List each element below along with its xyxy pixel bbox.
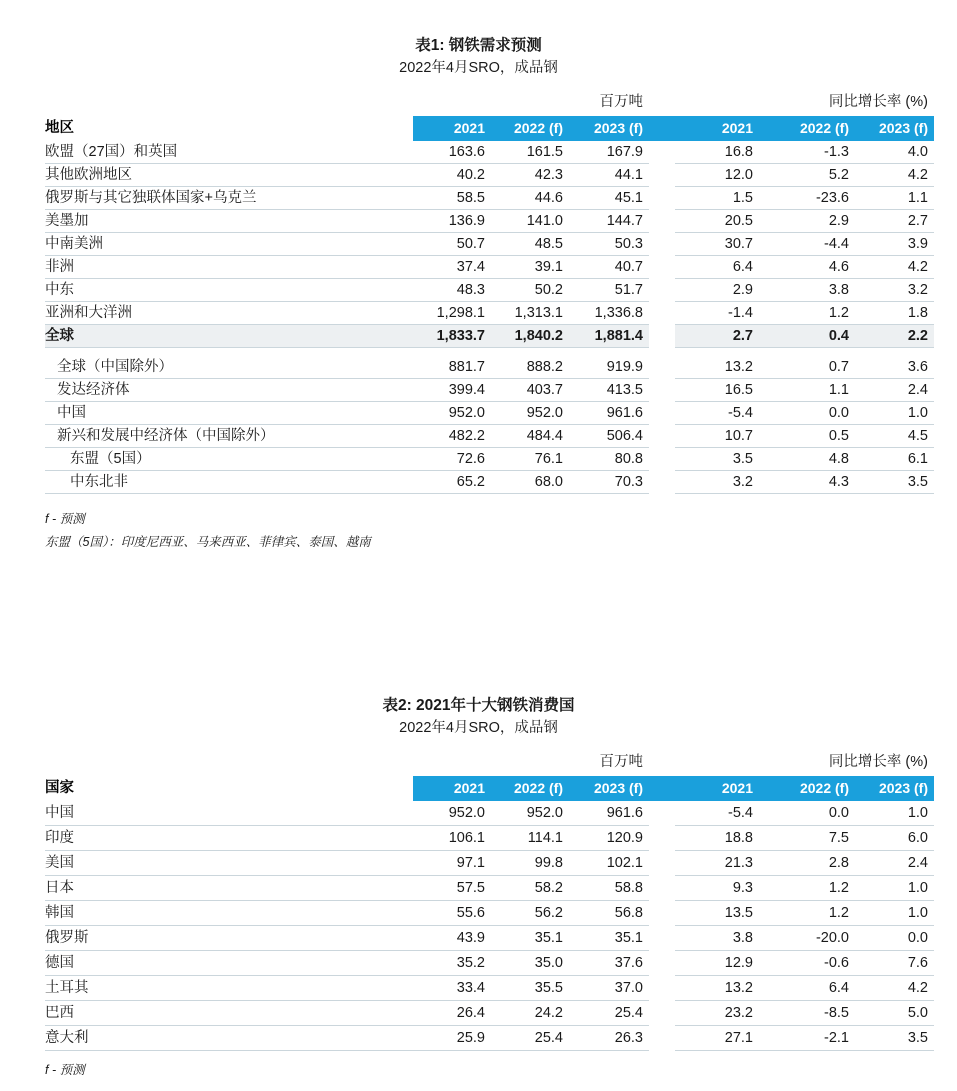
value-cell: 48.5	[491, 233, 569, 256]
value-cell: 70.3	[569, 471, 649, 494]
value-cell: 144.7	[569, 210, 649, 233]
value-cell: 58.5	[413, 187, 491, 210]
table-row	[45, 325, 934, 348]
table-row	[45, 425, 934, 448]
table-row	[45, 471, 934, 494]
table2-section	[0, 696, 957, 1082]
value-cell: 58.2	[491, 876, 569, 901]
column-gap	[649, 164, 675, 187]
value-cell: 1,298.1	[413, 302, 491, 325]
value-cell: 3.8	[759, 279, 855, 302]
row-label: 发达经济体	[45, 379, 413, 402]
value-cell: -5.4	[675, 801, 759, 826]
table-row	[45, 233, 934, 256]
value-cell: 56.8	[569, 901, 649, 926]
value-cell: 18.8	[675, 826, 759, 851]
value-cell: 3.9	[855, 233, 934, 256]
column-gap	[649, 402, 675, 425]
value-cell: 9.3	[675, 876, 759, 901]
value-cell: 12.0	[675, 164, 759, 187]
column-gap	[649, 776, 675, 801]
value-cell: -1.3	[759, 141, 855, 164]
value-cell: 16.8	[675, 141, 759, 164]
table-row	[45, 851, 934, 876]
value-cell: 6.4	[675, 256, 759, 279]
table-row	[45, 164, 934, 187]
value-cell: -1.4	[675, 302, 759, 325]
value-cell: 48.3	[413, 279, 491, 302]
table-row	[45, 279, 934, 302]
row-label: 韩国	[45, 901, 413, 926]
column-header: 2023 (f)	[855, 776, 934, 801]
table-row	[45, 976, 934, 1001]
value-cell: 3.5	[855, 471, 934, 494]
value-cell: 2.4	[855, 379, 934, 402]
table-row	[45, 210, 934, 233]
value-cell: -8.5	[759, 1001, 855, 1026]
column-header: 2022 (f)	[759, 116, 855, 141]
value-cell: -20.0	[759, 926, 855, 951]
value-cell: 1.0	[855, 876, 934, 901]
value-cell: 37.0	[569, 976, 649, 1001]
value-cell: 50.3	[569, 233, 649, 256]
value-cell: 0.7	[759, 356, 855, 379]
value-cell: 4.2	[855, 256, 934, 279]
column-gap	[649, 801, 675, 826]
column-header: 2022 (f)	[491, 776, 569, 801]
row-label: 全球	[45, 325, 413, 348]
value-cell: 42.3	[491, 164, 569, 187]
top-steel-consumers-table	[45, 753, 934, 1051]
row-label: 新兴和发展中经济体（中国除外）	[45, 425, 413, 448]
value-cell: 961.6	[569, 402, 649, 425]
table-row	[45, 256, 934, 279]
value-cell: 16.5	[675, 379, 759, 402]
value-cell: 1.0	[855, 402, 934, 425]
value-cell: 25.4	[569, 1001, 649, 1026]
value-cell: 35.0	[491, 951, 569, 976]
value-cell: 35.2	[413, 951, 491, 976]
row-label: 日本	[45, 876, 413, 901]
value-cell: 44.6	[491, 187, 569, 210]
value-cell: 1,833.7	[413, 325, 491, 348]
value-cell: 5.2	[759, 164, 855, 187]
row-label: 全球（中国除外）	[45, 356, 413, 379]
column-gap	[649, 851, 675, 876]
table-row	[45, 187, 934, 210]
table-row	[45, 1026, 934, 1051]
value-cell: 6.0	[855, 826, 934, 851]
table1-subtitle: 2022年4月SRO，成品钢	[399, 60, 558, 76]
value-cell: 33.4	[413, 976, 491, 1001]
column-gap	[649, 448, 675, 471]
table-row	[45, 379, 934, 402]
value-cell: 1,313.1	[491, 302, 569, 325]
column-gap	[649, 471, 675, 494]
value-cell: 26.3	[569, 1026, 649, 1051]
row-label: 中东北非	[45, 471, 413, 494]
row-label: 中国	[45, 801, 413, 826]
row-label: 德国	[45, 951, 413, 976]
value-cell: 1.2	[759, 876, 855, 901]
column-gap	[649, 93, 675, 116]
table-row	[45, 901, 934, 926]
row-label: 中东	[45, 279, 413, 302]
value-cell: 24.2	[491, 1001, 569, 1026]
value-cell: 4.2	[855, 976, 934, 1001]
value-cell: 403.7	[491, 379, 569, 402]
section-spacer	[45, 348, 934, 357]
value-cell: 4.8	[759, 448, 855, 471]
value-cell: 56.2	[491, 901, 569, 926]
value-cell: 35.1	[569, 926, 649, 951]
value-cell: 65.2	[413, 471, 491, 494]
row-label: 欧盟（27国）和英国	[45, 141, 413, 164]
row-label-header: 地区	[45, 116, 413, 141]
value-cell: 961.6	[569, 801, 649, 826]
row-label: 意大利	[45, 1026, 413, 1051]
value-cell: 0.0	[855, 926, 934, 951]
value-cell: -0.6	[759, 951, 855, 976]
table-row	[45, 801, 934, 826]
table2-subtitle: 2022年4月SRO，成品钢	[399, 720, 558, 736]
table-row	[45, 1001, 934, 1026]
column-header: 2021	[675, 776, 759, 801]
value-cell: 37.4	[413, 256, 491, 279]
value-cell: 25.4	[491, 1026, 569, 1051]
value-cell: 399.4	[413, 379, 491, 402]
growth-group-header: 同比增长率 (%)	[675, 753, 934, 776]
column-header: 2023 (f)	[569, 116, 649, 141]
column-header: 2023 (f)	[855, 116, 934, 141]
value-cell: 1.2	[759, 302, 855, 325]
value-cell: 10.7	[675, 425, 759, 448]
row-label: 巴西	[45, 1001, 413, 1026]
table-row	[45, 448, 934, 471]
table-row	[45, 402, 934, 425]
footnote-asean: 东盟（5国）：印度尼西亚、马来西亚、菲律宾、泰国、越南	[45, 535, 371, 549]
row-label: 东盟（5国）	[45, 448, 413, 471]
value-cell: 2.2	[855, 325, 934, 348]
table-row	[45, 356, 934, 379]
column-gap	[649, 302, 675, 325]
value-cell: -4.4	[759, 233, 855, 256]
value-cell: 1,336.8	[569, 302, 649, 325]
value-cell: 3.8	[675, 926, 759, 951]
value-cell: 13.2	[675, 976, 759, 1001]
value-cell: 25.9	[413, 1026, 491, 1051]
value-cell: 23.2	[675, 1001, 759, 1026]
value-cell: 482.2	[413, 425, 491, 448]
value-cell: 26.4	[413, 1001, 491, 1026]
value-cell: 2.9	[675, 279, 759, 302]
value-cell: 2.4	[855, 851, 934, 876]
value-cell: 13.5	[675, 901, 759, 926]
value-cell: 1.2	[759, 901, 855, 926]
row-label: 中国	[45, 402, 413, 425]
table1-footnotes	[45, 508, 957, 554]
value-cell: 97.1	[413, 851, 491, 876]
column-header: 2021	[675, 116, 759, 141]
footnote-forecast: f - 预测	[45, 512, 85, 526]
value-cell: 57.5	[413, 876, 491, 901]
value-cell: 76.1	[491, 448, 569, 471]
value-cell: 1.1	[759, 379, 855, 402]
row-label: 印度	[45, 826, 413, 851]
value-cell: 106.1	[413, 826, 491, 851]
column-gap	[649, 826, 675, 851]
value-cell: 413.5	[569, 379, 649, 402]
value-cell: 6.1	[855, 448, 934, 471]
row-label: 土耳其	[45, 976, 413, 1001]
value-cell: 30.7	[675, 233, 759, 256]
value-cell: 484.4	[491, 425, 569, 448]
unit-group-header: 百万吨	[413, 93, 649, 116]
column-header: 2023 (f)	[569, 776, 649, 801]
table-row	[45, 302, 934, 325]
row-label: 中南美洲	[45, 233, 413, 256]
value-cell: 20.5	[675, 210, 759, 233]
value-cell: 7.5	[759, 826, 855, 851]
section-spacer-cell	[45, 348, 934, 357]
value-cell: -2.1	[759, 1026, 855, 1051]
column-gap	[649, 876, 675, 901]
value-cell: 7.6	[855, 951, 934, 976]
value-cell: 881.7	[413, 356, 491, 379]
unit-group-header: 百万吨	[413, 753, 649, 776]
table-row	[45, 141, 934, 164]
value-cell: 13.2	[675, 356, 759, 379]
column-gap	[649, 279, 675, 302]
value-cell: 4.0	[855, 141, 934, 164]
value-cell: 0.0	[759, 801, 855, 826]
value-cell: 141.0	[491, 210, 569, 233]
value-cell: 0.5	[759, 425, 855, 448]
column-header: 2021	[413, 776, 491, 801]
column-gap	[649, 233, 675, 256]
value-cell: 3.5	[675, 448, 759, 471]
value-cell: 163.6	[413, 141, 491, 164]
value-cell: 44.1	[569, 164, 649, 187]
column-header: 2021	[413, 116, 491, 141]
value-cell: 4.5	[855, 425, 934, 448]
value-cell: 3.6	[855, 356, 934, 379]
value-cell: 0.4	[759, 325, 855, 348]
table2-footnotes	[45, 1059, 957, 1082]
value-cell: 1.8	[855, 302, 934, 325]
value-cell: 45.1	[569, 187, 649, 210]
value-cell: 2.7	[855, 210, 934, 233]
column-gap	[649, 951, 675, 976]
column-gap	[649, 976, 675, 1001]
value-cell: 68.0	[491, 471, 569, 494]
column-gap	[649, 901, 675, 926]
value-cell: 1,840.2	[491, 325, 569, 348]
row-label: 亚洲和大洋洲	[45, 302, 413, 325]
steel-demand-forecast-table	[45, 93, 934, 494]
row-label: 俄罗斯	[45, 926, 413, 951]
value-cell: 919.9	[569, 356, 649, 379]
table-row	[45, 876, 934, 901]
value-cell: 4.6	[759, 256, 855, 279]
value-cell: 0.0	[759, 402, 855, 425]
value-cell: 21.3	[675, 851, 759, 876]
value-cell: 952.0	[413, 801, 491, 826]
value-cell: 51.7	[569, 279, 649, 302]
column-header: 2022 (f)	[491, 116, 569, 141]
value-cell: 2.7	[675, 325, 759, 348]
value-cell: 58.8	[569, 876, 649, 901]
column-gap	[649, 753, 675, 776]
group-header-spacer	[45, 93, 413, 116]
column-gap	[649, 425, 675, 448]
value-cell: 2.9	[759, 210, 855, 233]
value-cell: 40.2	[413, 164, 491, 187]
column-gap	[649, 141, 675, 164]
value-cell: 35.1	[491, 926, 569, 951]
value-cell: 3.2	[855, 279, 934, 302]
value-cell: 120.9	[569, 826, 649, 851]
value-cell: 167.9	[569, 141, 649, 164]
value-cell: -5.4	[675, 402, 759, 425]
value-cell: 1.0	[855, 901, 934, 926]
value-cell: 12.9	[675, 951, 759, 976]
value-cell: 4.3	[759, 471, 855, 494]
column-gap	[649, 356, 675, 379]
row-label: 美国	[45, 851, 413, 876]
row-label-header: 国家	[45, 776, 413, 801]
table1-title: 表1: 钢铁需求预测	[415, 37, 542, 54]
row-label: 俄罗斯与其它独联体国家+乌克兰	[45, 187, 413, 210]
value-cell: 72.6	[413, 448, 491, 471]
column-gap	[649, 210, 675, 233]
value-cell: 39.1	[491, 256, 569, 279]
column-gap	[649, 325, 675, 348]
value-cell: 952.0	[491, 402, 569, 425]
value-cell: -23.6	[759, 187, 855, 210]
value-cell: 80.8	[569, 448, 649, 471]
value-cell: 1.1	[855, 187, 934, 210]
value-cell: 506.4	[569, 425, 649, 448]
value-cell: 4.2	[855, 164, 934, 187]
row-label: 其他欧洲地区	[45, 164, 413, 187]
growth-group-header: 同比增长率 (%)	[675, 93, 934, 116]
value-cell: 952.0	[491, 801, 569, 826]
table-row	[45, 951, 934, 976]
value-cell: 114.1	[491, 826, 569, 851]
value-cell: 50.7	[413, 233, 491, 256]
column-gap	[649, 116, 675, 141]
table2-title: 表2: 2021年十大钢铁消费国	[382, 697, 575, 714]
value-cell: 1.0	[855, 801, 934, 826]
value-cell: 952.0	[413, 402, 491, 425]
group-header-spacer	[45, 753, 413, 776]
row-label: 非洲	[45, 256, 413, 279]
value-cell: 50.2	[491, 279, 569, 302]
table-row	[45, 826, 934, 851]
value-cell: 1.5	[675, 187, 759, 210]
table1-section	[0, 36, 957, 554]
table-row	[45, 926, 934, 951]
value-cell: 43.9	[413, 926, 491, 951]
value-cell: 888.2	[491, 356, 569, 379]
value-cell: 27.1	[675, 1026, 759, 1051]
value-cell: 102.1	[569, 851, 649, 876]
row-label: 美墨加	[45, 210, 413, 233]
value-cell: 35.5	[491, 976, 569, 1001]
value-cell: 136.9	[413, 210, 491, 233]
value-cell: 40.7	[569, 256, 649, 279]
value-cell: 6.4	[759, 976, 855, 1001]
column-gap	[649, 187, 675, 210]
column-gap	[649, 926, 675, 951]
column-gap	[649, 1026, 675, 1051]
value-cell: 2.8	[759, 851, 855, 876]
column-gap	[649, 379, 675, 402]
value-cell: 37.6	[569, 951, 649, 976]
value-cell: 3.2	[675, 471, 759, 494]
footnote-forecast: f - 预测	[45, 1063, 85, 1077]
value-cell: 3.5	[855, 1026, 934, 1051]
value-cell: 5.0	[855, 1001, 934, 1026]
column-gap	[649, 256, 675, 279]
value-cell: 1,881.4	[569, 325, 649, 348]
column-gap	[649, 1001, 675, 1026]
value-cell: 161.5	[491, 141, 569, 164]
value-cell: 99.8	[491, 851, 569, 876]
column-header: 2022 (f)	[759, 776, 855, 801]
value-cell: 55.6	[413, 901, 491, 926]
